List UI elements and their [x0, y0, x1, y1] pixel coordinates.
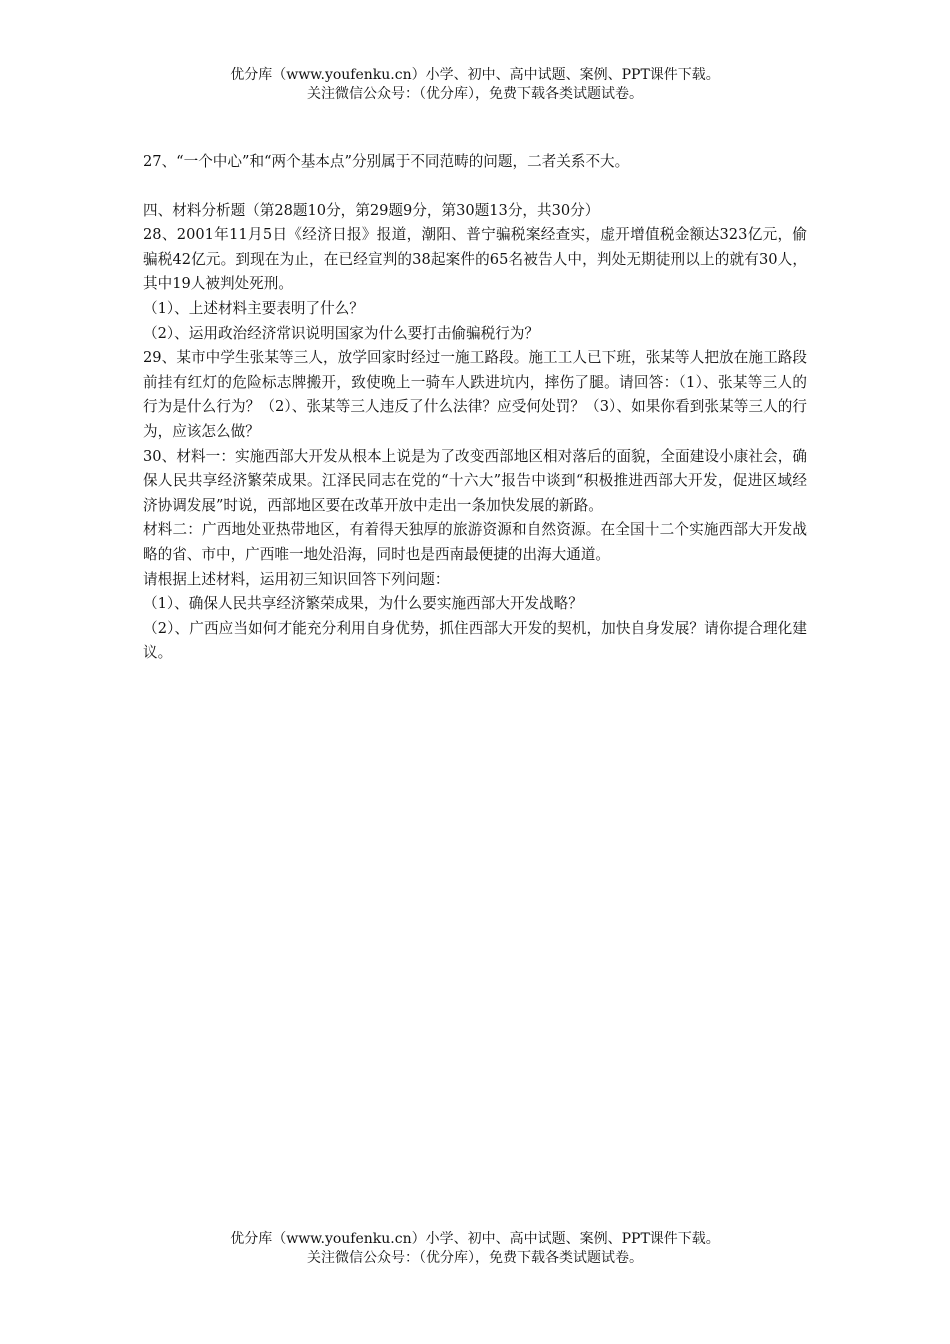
question-30-prompt: 请根据上述材料，运用初三知识回答下列问题： — [143, 570, 450, 588]
question-30-material-2: 材料二：广西地处亚热带地区，有着得天独厚的旅游资源和自然资源。在全国十二个实施西部大开发战略的省、市中，广西唯一地处沿海，同时也是西南最便捷的出海大通道。 — [143, 521, 807, 563]
paragraph-gap — [143, 175, 807, 199]
question-30-sub-2: （2）、广西应当如何才能充分利用自身优势，抓住西部大开发的契机，加快自身发展？请你提合理化建议。 — [143, 619, 807, 662]
question-30-sub-1: （1）、确保人民共享经济繁荣成果，为什么要实施西部大开发战略？ — [143, 595, 583, 613]
header-line-2: 关注微信公众号：（优分库），免费下载各类试题试卷。 — [307, 86, 643, 102]
section-4-title: 四、材料分析题（第28题10分，第29题9分，第30题13分，共30分） — [143, 201, 600, 219]
footer-line-1: 优分库（www.youfenku.cn）小学、初中、高中试题、案例、PPT课件下载。 — [230, 1231, 720, 1247]
question-30-material-1: 30、材料一：实施西部大开发从根本上说是为了改变西部地区相对落后的面貌，全面建设小康社会，确保人民共享经济繁荣成果。江泽民同志在党的“十六大”报告中谈到“积极推进西部大开发，促进区域经济协调发展”时说，西部地区要在改革开放中走出一条加快发展的新路。 — [143, 447, 807, 514]
question-28-sub-2: （2）、运用政治经济常识说明国家为什么要打击偷骗税行为？ — [143, 324, 540, 342]
header-line-1: 优分库（www.youfenku.cn）小学、初中、高中试题、案例、PPT课件下载。 — [230, 67, 720, 83]
question-28-text: 28、2001年11月5日《经济日报》报道，潮阳、普宁骗税案经查实，虚开增值税金额达323亿元，偷骗税42亿元。到现在为止，在已经宣判的38起案件的65名被告人中，判处无期徒刑以上的就有30人，其中19人被判处死刑。 — [143, 226, 807, 293]
document-body — [143, 150, 807, 666]
question-28-sub-1: （1）、上述材料主要表明了什么？ — [143, 299, 364, 317]
footer-line-2: 关注微信公众号：（优分库），免费下载各类试题试卷。 — [307, 1250, 643, 1266]
question-27: 27、“一个中心”和“两个基本点”分别属于不同范畴的问题，二者关系不大。 — [143, 153, 630, 170]
question-29-text: 29、某市中学生张某等三人，放学回家时经过一施工路段。施工工人已下班，张某等人把放在施工路段前挂有红灯的危险标志牌搬开，致使晚上一骑车人跌进坑内，摔伤了腿。请回答：（1）、张某等三人的行为是什么行为？（2）、张某等三人违反了什么法律？应受何处罚？（3）、如果你看到张某等三人的行为，应该怎么做？ — [143, 349, 807, 440]
page-footer — [0, 1230, 950, 1268]
page-header — [0, 66, 950, 104]
